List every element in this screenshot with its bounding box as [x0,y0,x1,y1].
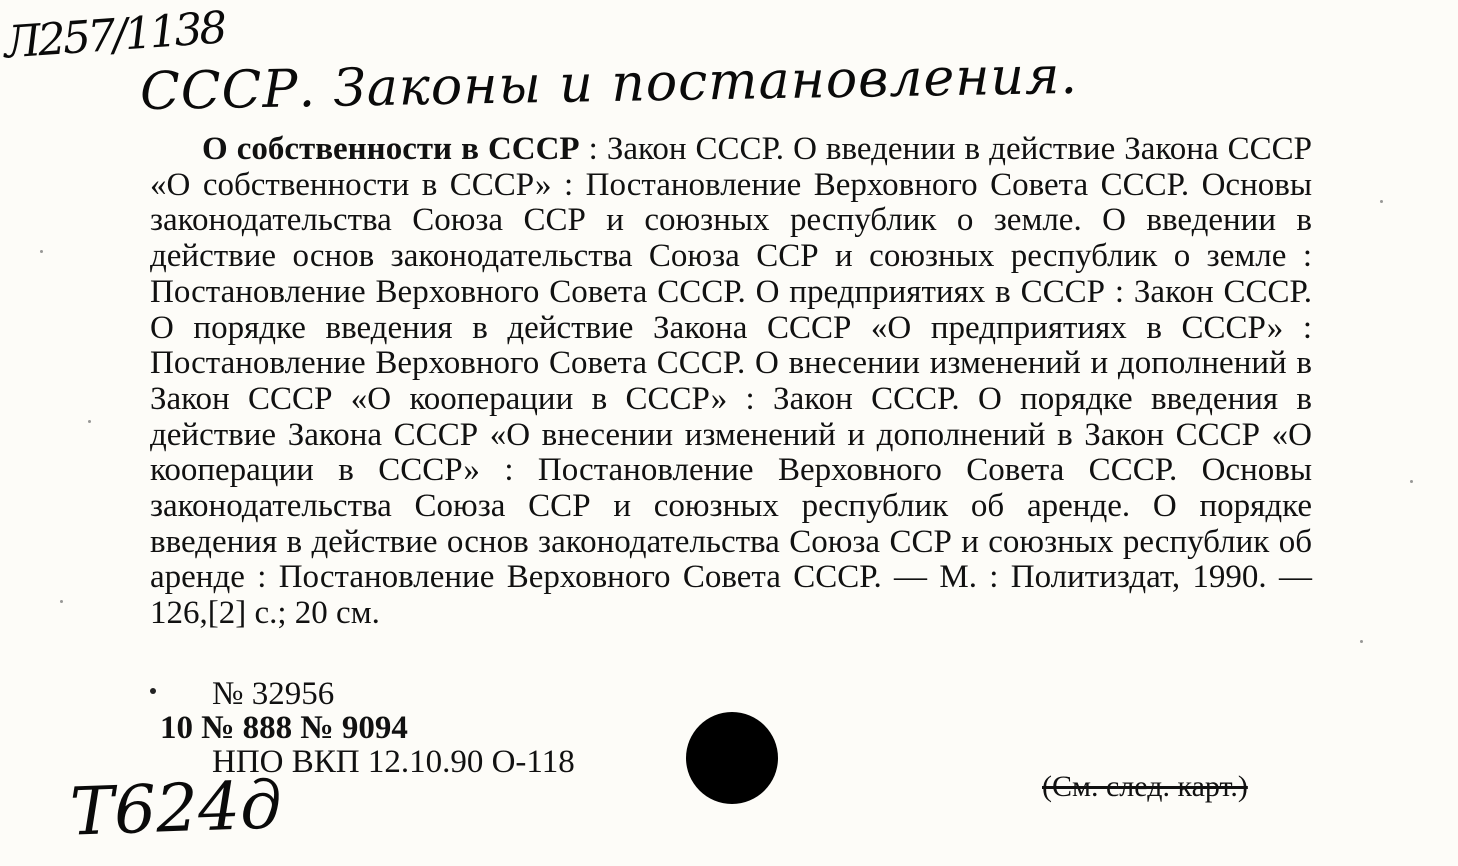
subject-heading: СССР. Законы и постановления. [139,45,1079,123]
description-text: : Закон СССР. О введении в действие Закона СССР «О собственности в СССР» : Постановление Верховного Совета СССР. Основы законодательства Союза ССР и союзных республик о земле. О введении в действие основ законодательства Союза ССР и союзных республик о земле : Постановление Верховного Совета СССР. О предприятиях в СССР : Закон СССР. О порядке введения в действие Закона СССР «О предприятиях в СССР» : Постановление Верховного Совета СССР. О внесении изменений и дополнений в Закон СССР «О кооперации в СССР» : Закон СССР. О порядке введения в действие Закона СССР «О внесении изменений и дополнений в Закон СССР «О кооперации в СССР» : Постановление Верховного Совета СССР. Основы законодательства Союза ССР и союзных республик об аренде. О порядке введения в действие основ законодательства Союза ССР и союзных республик об аренде : Постановление Верховного Совета СССР. — М. : Политиздат, 1990. — 126,[2] с.; 20 см. [150,131,1312,632]
ink-dot [150,688,156,694]
speck [60,600,63,603]
record-number: № 32956 [212,676,335,712]
bibliographic-description [150,132,1312,632]
printer-line: НПО ВКП 12.10.90 О-118 [212,744,575,780]
speck [1360,640,1363,643]
speck [88,420,91,423]
speck [40,250,43,253]
punch-hole [686,712,778,804]
inventory-mark: Т624д [68,766,284,851]
continuation-note: (См. след. карт.) [1042,770,1248,803]
speck [1380,200,1383,203]
work-title: О собственности в СССР [202,131,580,167]
copy-numbers: 10 № 888 № 9094 [160,710,408,746]
shelf-mark: Л257/1138 [2,2,227,69]
speck [1410,480,1413,483]
